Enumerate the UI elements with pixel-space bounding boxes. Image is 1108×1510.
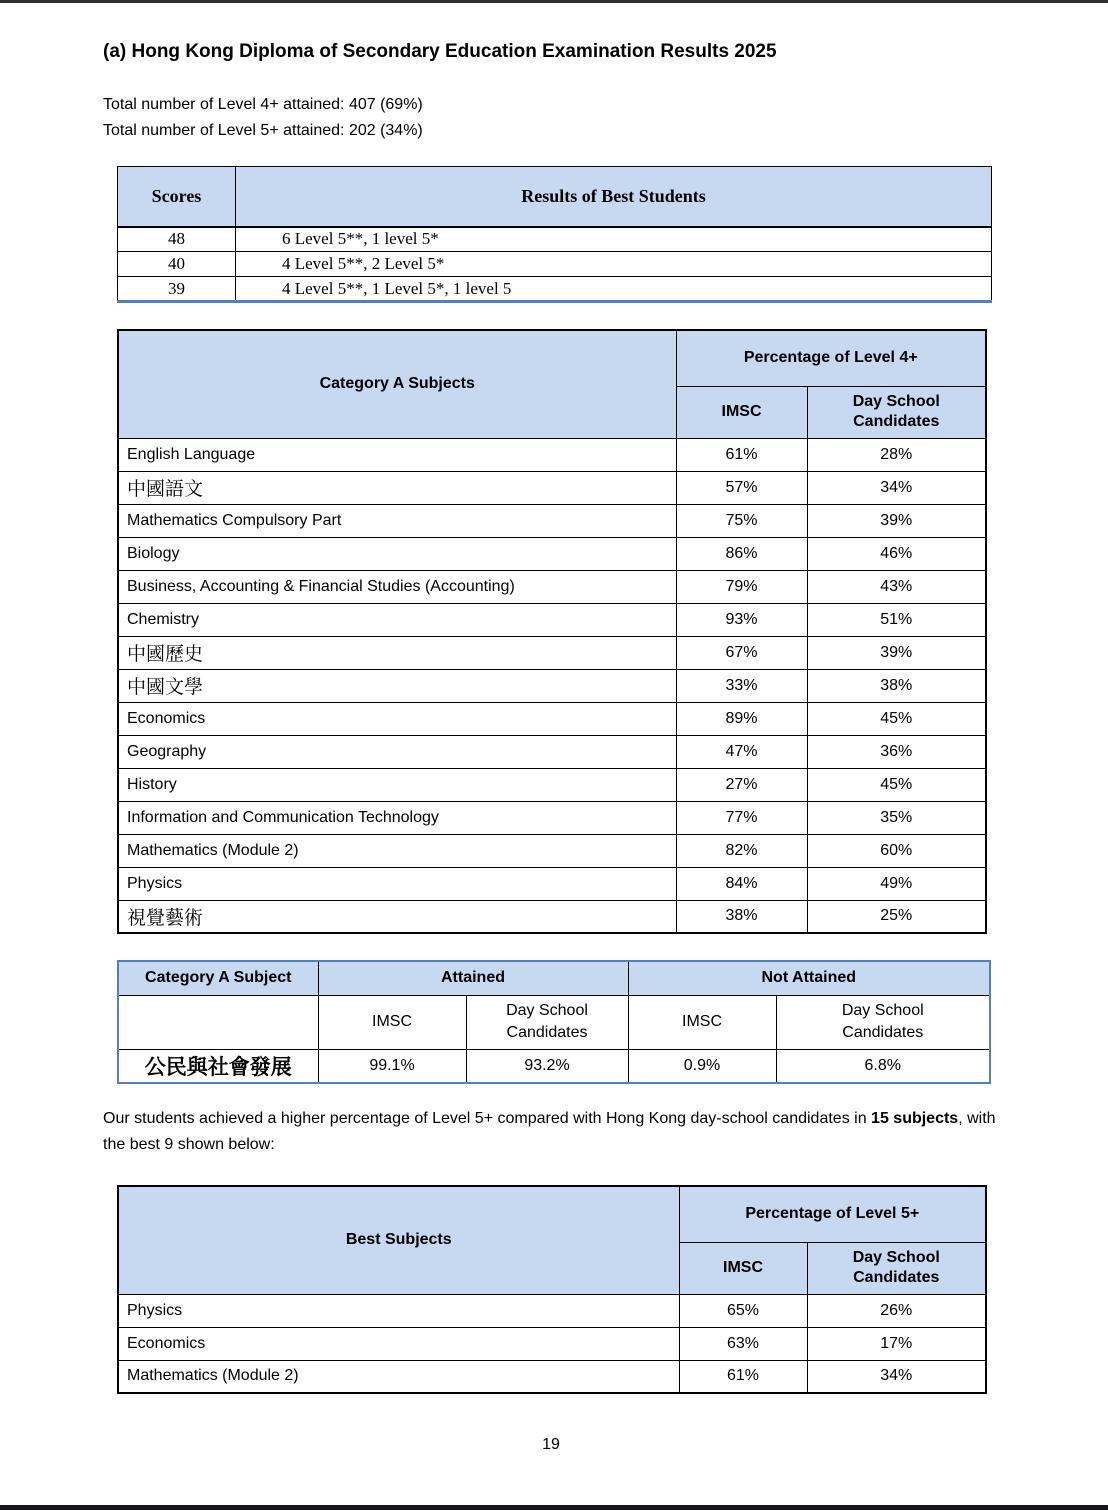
subject-cell: Chemistry bbox=[118, 603, 676, 636]
summary-line-level5: Total number of Level 5+ attained: 202 (34%) bbox=[103, 122, 423, 139]
subject-cell: Mathematics (Module 2) bbox=[118, 834, 676, 867]
subject-cell: 中國文學 bbox=[118, 669, 676, 702]
imsc-value: 93% bbox=[676, 603, 807, 636]
attained-header: Attained bbox=[318, 961, 628, 995]
table-row bbox=[118, 277, 992, 302]
imsc-value: 89% bbox=[676, 702, 807, 735]
imsc-value: 61% bbox=[676, 438, 807, 471]
percentage-level4-header: Percentage of Level 4+ bbox=[676, 330, 986, 386]
result-cell: 4 Level 5**, 2 Level 5* bbox=[236, 252, 992, 277]
day-school-value: 34% bbox=[807, 1360, 986, 1393]
imsc-value: 75% bbox=[676, 504, 807, 537]
imsc-value: 86% bbox=[676, 537, 807, 570]
imsc-value: 82% bbox=[676, 834, 807, 867]
day-school-value: 28% bbox=[807, 438, 986, 471]
table-row bbox=[118, 735, 986, 768]
table-subheader-row bbox=[118, 995, 990, 1049]
not-attained-header: Not Attained bbox=[628, 961, 990, 995]
day-school-candidates-header bbox=[466, 995, 628, 1049]
subject-cell: Physics bbox=[118, 867, 676, 900]
day-school-value: 51% bbox=[807, 603, 986, 636]
day-school-candidates-label: Day School Candidates bbox=[841, 1002, 924, 1041]
table-row bbox=[118, 438, 986, 471]
day-school-value: 45% bbox=[807, 768, 986, 801]
best-subjects-header: Best Subjects bbox=[118, 1186, 679, 1294]
imsc-value: 47% bbox=[676, 735, 807, 768]
imsc-header: IMSC bbox=[679, 1242, 807, 1294]
paragraph-text: Our students achieved a higher percentage of Level 5+ compared with Hong Kong day-school candidates in bbox=[103, 1110, 872, 1127]
table-header-row bbox=[118, 961, 990, 995]
imsc-value: 38% bbox=[676, 900, 807, 933]
day-school-value: 45% bbox=[807, 702, 986, 735]
table-row bbox=[118, 636, 986, 669]
day-school-value: 17% bbox=[807, 1327, 986, 1360]
result-cell: 4 Level 5**, 1 Level 5*, 1 level 5 bbox=[236, 277, 992, 302]
day-school-value: 43% bbox=[807, 570, 986, 603]
table-header-row bbox=[118, 330, 986, 386]
subject-cell: Economics bbox=[118, 1327, 679, 1360]
day-school-value: 39% bbox=[807, 636, 986, 669]
results-header: Results of Best Students bbox=[236, 167, 992, 227]
imsc-value: 27% bbox=[676, 768, 807, 801]
not-attained-imsc-value: 0.9% bbox=[628, 1049, 776, 1083]
scores-header: Scores bbox=[118, 167, 236, 227]
subject-cell: Physics bbox=[118, 1294, 679, 1327]
subject-cell: 視覺藝術 bbox=[118, 900, 676, 933]
score-cell: 40 bbox=[118, 252, 236, 277]
subject-cell: Geography bbox=[118, 735, 676, 768]
table-row bbox=[118, 900, 986, 933]
imsc-value: 63% bbox=[679, 1327, 807, 1360]
day-school-candidates-header: Day School Candidates bbox=[807, 386, 986, 438]
table-row bbox=[118, 504, 986, 537]
imsc-value: 57% bbox=[676, 471, 807, 504]
day-school-candidates-header: Day School Candidates bbox=[807, 1242, 986, 1294]
score-cell: 39 bbox=[118, 277, 236, 302]
table-row bbox=[118, 471, 986, 504]
day-school-value: 36% bbox=[807, 735, 986, 768]
achievement-paragraph bbox=[103, 1106, 1018, 1158]
day-school-value: 49% bbox=[807, 867, 986, 900]
imsc-header: IMSC bbox=[318, 995, 466, 1049]
day-school-candidates-label: Day School Candidates bbox=[506, 1002, 588, 1041]
subject-cell: Biology bbox=[118, 537, 676, 570]
day-school-value: 38% bbox=[807, 669, 986, 702]
day-school-value: 46% bbox=[807, 537, 986, 570]
table-row bbox=[118, 702, 986, 735]
category-a-subject-header: Category A Subject bbox=[118, 961, 318, 995]
level4-percentage-table bbox=[117, 329, 987, 934]
day-school-candidates-header bbox=[776, 995, 990, 1049]
imsc-value: 79% bbox=[676, 570, 807, 603]
result-cell: 6 Level 5**, 1 level 5* bbox=[236, 227, 992, 252]
subject-cell: 中國歷史 bbox=[118, 636, 676, 669]
bottom-edge-bar bbox=[0, 1505, 1108, 1510]
subject-cell: 中國語文 bbox=[118, 471, 676, 504]
day-school-value: 35% bbox=[807, 801, 986, 834]
imsc-value: 67% bbox=[676, 636, 807, 669]
subject-cell: English Language bbox=[118, 438, 676, 471]
table-row bbox=[118, 570, 986, 603]
imsc-header: IMSC bbox=[628, 995, 776, 1049]
subject-cell: Information and Communication Technology bbox=[118, 801, 676, 834]
imsc-value: 84% bbox=[676, 867, 807, 900]
subject-cell: 公民與社會發展 bbox=[118, 1049, 318, 1083]
imsc-value: 65% bbox=[679, 1294, 807, 1327]
subject-cell: Business, Accounting & Financial Studies (Accounting) bbox=[118, 570, 676, 603]
table-row bbox=[118, 1360, 986, 1393]
day-school-value: 39% bbox=[807, 504, 986, 537]
not-attained-day-school-value: 6.8% bbox=[776, 1049, 990, 1083]
page-title: (a) Hong Kong Diploma of Secondary Education Examination Results 2025 bbox=[103, 41, 777, 62]
attained-imsc-value: 99.1% bbox=[318, 1049, 466, 1083]
table-row bbox=[118, 669, 986, 702]
paragraph-text: , with the best 9 shown below: bbox=[103, 1110, 996, 1153]
empty-cell bbox=[118, 995, 318, 1049]
score-cell: 48 bbox=[118, 227, 236, 252]
day-school-value: 25% bbox=[807, 900, 986, 933]
imsc-value: 77% bbox=[676, 801, 807, 834]
table-header-row bbox=[118, 167, 992, 227]
subject-cell: Mathematics (Module 2) bbox=[118, 1360, 679, 1393]
table-row bbox=[118, 227, 992, 252]
table-row bbox=[118, 252, 992, 277]
day-school-value: 60% bbox=[807, 834, 986, 867]
table-row bbox=[118, 1049, 990, 1083]
level5-percentage-table bbox=[117, 1185, 987, 1394]
table-row bbox=[118, 768, 986, 801]
imsc-value: 33% bbox=[676, 669, 807, 702]
table-row bbox=[118, 537, 986, 570]
percentage-level5-header: Percentage of Level 5+ bbox=[679, 1186, 986, 1242]
imsc-value: 61% bbox=[679, 1360, 807, 1393]
table-row bbox=[118, 1294, 986, 1327]
paragraph-bold-text: 15 subjects bbox=[871, 1110, 959, 1127]
table-row bbox=[118, 603, 986, 636]
table-row bbox=[118, 867, 986, 900]
day-school-value: 34% bbox=[807, 471, 986, 504]
table-row bbox=[118, 834, 986, 867]
top-edge-bar bbox=[0, 0, 1108, 3]
category-a-subjects-header: Category A Subjects bbox=[118, 330, 676, 438]
day-school-value: 26% bbox=[807, 1294, 986, 1327]
page-number: 19 bbox=[542, 1436, 560, 1453]
subject-cell: History bbox=[118, 768, 676, 801]
subject-cell: Mathematics Compulsory Part bbox=[118, 504, 676, 537]
table-row bbox=[118, 801, 986, 834]
attainment-table bbox=[117, 960, 991, 1084]
best-students-table bbox=[117, 166, 992, 303]
table-header-row bbox=[118, 1186, 986, 1242]
imsc-header: IMSC bbox=[676, 386, 807, 438]
attained-day-school-value: 93.2% bbox=[466, 1049, 628, 1083]
subject-cell: Economics bbox=[118, 702, 676, 735]
table-row bbox=[118, 1327, 986, 1360]
summary-line-level4: Total number of Level 4+ attained: 407 (69%) bbox=[103, 96, 423, 113]
